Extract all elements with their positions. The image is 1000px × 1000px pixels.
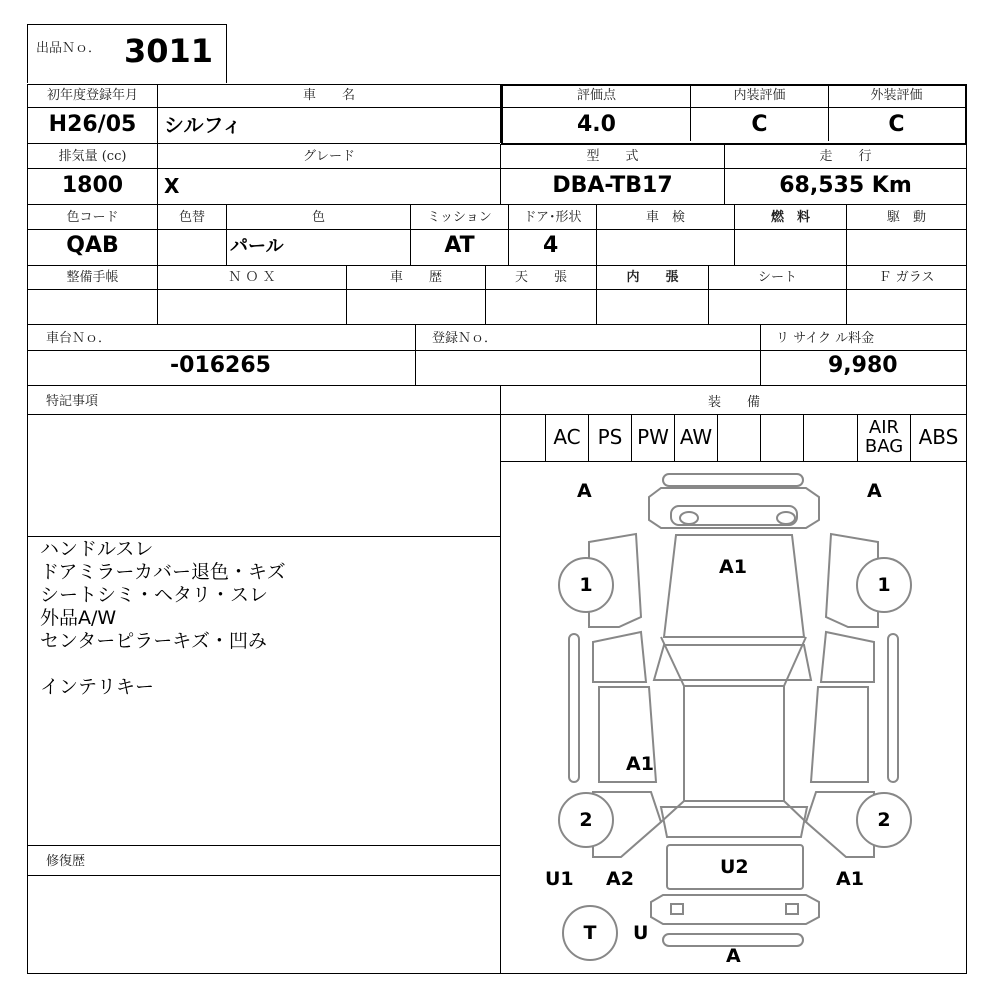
car-name-label: 車 名 [302,88,355,103]
front-glass-label: Ｆ ガラス [878,270,935,285]
color-value: パール [230,236,284,257]
mark-trunk: U2 [720,856,749,878]
right-sill [888,634,898,782]
exterior-value: C [888,112,905,137]
car-damage-diagram [501,462,966,973]
lot-number-label: 出品Ｎｏ． [36,41,102,56]
repair-history-label: 修復歴 [46,854,86,869]
mark-rear-right: A1 [836,868,864,890]
first-registration-label: 初年度登録年月 [46,88,138,103]
displacement-label: 排気量 (cc) [58,149,127,164]
mark-wheel-rr: 2 [877,809,891,831]
mark-rear-left: A2 [606,868,634,890]
equipment-cell-0 [502,420,545,460]
hood [664,535,804,637]
roof [684,686,784,801]
inspection-label: 車 検 [645,210,685,225]
equipment-airbag: AIR BAG [864,417,904,457]
grade-label: グレード [302,149,355,164]
nox-label: Ｎ Ｏ Ｘ [228,270,276,285]
note-line-2: ドアミラーカバー退色・キズ [40,561,286,583]
seat-label: シート [757,270,797,285]
door-label: ドア･形状 [523,210,582,225]
door-value: 4 [543,233,559,258]
mark-rear-bumper: A [726,945,741,967]
history-label: 車 歴 [389,270,442,285]
notes-label: 特記事項 [46,394,99,409]
color-change-label: 色替 [178,210,205,225]
recycle-label: リ サイク ル料金 [776,331,875,346]
fuel-label: 燃 料 [770,210,810,225]
note-line-5: センターピラーキズ・凹み [40,630,267,652]
rear-bumper [651,895,819,924]
grade-value: X [164,174,180,198]
equipment-cell-6 [761,420,803,460]
equipment-abs: ABS [918,425,959,449]
mark-front-left: A [577,480,592,502]
sunroof-label: 天 張 [514,270,567,285]
service-book-label: 整備手帳 [66,270,119,285]
mark-tire-t: T [583,922,597,944]
lot-number-value: 3011 [124,32,214,70]
equipment-ps: PS [597,425,623,449]
left-sill [569,634,579,782]
inner-trim-label: 内 張 [626,270,679,285]
mileage-value: 68,535 Km [779,173,912,198]
score-value: 4.0 [577,112,616,137]
mark-spare: U [633,922,649,944]
equipment-label: 装 備 [707,395,760,410]
recycle-value: 9,980 [828,353,898,378]
mark-wheel-fl: 1 [579,574,593,596]
color-label: 色 [311,210,325,225]
mark-front-right: A [867,480,882,502]
note-line-1: ハンドルスレ [40,538,154,560]
chassis-label: 車台Ｎｏ． [46,331,112,346]
color-code-value: QAB [66,233,119,258]
mission-value: AT [444,233,475,258]
first-registration-value: H26/05 [48,112,137,137]
drive-label: 駆 動 [886,210,926,225]
note-line-3: シートシミ・ヘタリ・スレ [40,584,269,606]
interior-value: C [751,112,768,137]
headlight-left [680,512,698,524]
equipment-ac: AC [553,425,581,449]
interior-label: 内装評価 [733,88,786,103]
registration-label: 登録Ｎｏ． [432,331,498,346]
mark-left-front-door: A1 [626,753,654,775]
left-front-door [593,632,646,682]
note-line-4: 外品A/W [40,607,117,629]
displacement-value: 1800 [61,173,124,198]
rear-light-left [671,904,683,914]
equipment-cell-7 [804,420,857,460]
mark-wheel-rl: 2 [579,809,593,831]
mark-left-sill: U1 [545,868,574,890]
right-rear-door [811,687,868,782]
headlight-right [777,512,795,524]
mileage-label: 走 行 [819,149,872,164]
mark-wheel-fr: 1 [877,574,891,596]
color-code-label: 色コード [66,210,119,225]
equipment-aw: AW [679,425,713,449]
rear-window [661,807,807,837]
model-value: DBA-TB17 [552,173,673,198]
equipment-cell-5 [718,420,760,460]
windshield [654,645,811,680]
model-label: 型 式 [586,149,639,164]
note-line-7: インテリキー [40,676,155,698]
mission-label: ミッション [427,210,492,225]
score-label: 評価点 [576,88,616,103]
mark-hood: A1 [719,556,747,578]
chassis-value: -016265 [170,353,271,378]
right-front-door [821,632,874,682]
car-name-value: シルフィ [164,113,242,137]
front-bumper-top [663,474,803,486]
equipment-pw: PW [637,425,669,449]
exterior-label: 外装評価 [870,88,923,103]
rear-light-right [786,904,798,914]
